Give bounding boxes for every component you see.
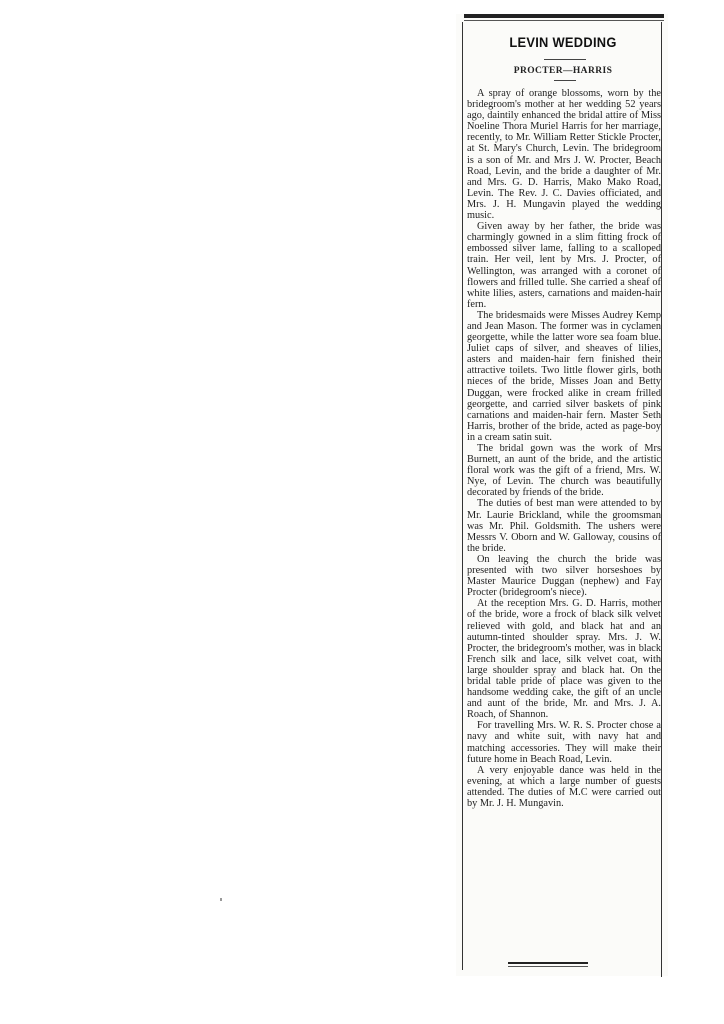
paragraph-horseshoes: On leaving the church the bride was presented with two silver horseshoes by Master Maurice Duggan (nephew) and Fay Procter (bridegroom's niece).	[467, 553, 661, 599]
article-headline: LEVIN WEDDING	[509, 34, 617, 50]
paragraph-bride-gown: Given away by her father, the bride was charmingly gowned in a slim fitting frock of embossed silver lame, falling to a scalloped train. Her veil, lent by Mrs. J. Procter, of Wellington, was arranged with a coronet of flowers and frilled tulle. She carried a sheaf of white lilies, asters, carnations and maiden-hair fern.	[467, 221, 661, 310]
headline-ornament	[544, 59, 586, 60]
top-rule-thin	[464, 20, 664, 21]
column-left-border	[462, 22, 463, 970]
paragraph-reception: At the reception Mrs. G. D. Harris, mother of the bride, wore a frock of black silk velvet relieved with gold, and black hat and an autumn-tinted shoulder spray. Mrs. J. W. Procter, the bridegroom's mother, was in black French silk and lace, silk velvet coat, with large shoulder spray and black hat. On the bridal table pride of place was given to the handsome wedding cake, the gift of an uncle and aunt of the bride, Mr. and Mrs. J. A. Roach, of Shannon.	[467, 598, 661, 721]
bottom-rule-thin	[508, 966, 588, 967]
scan-speck	[220, 898, 222, 901]
paragraph-gown-maker: The bridal gown was the work of Mrs Burnett, an aunt of the bride, and the artistic floral work was the gift of a friend, Mrs. W. Nye, of Levin. The church was beautifully decorated by friends of the bride.	[467, 443, 661, 499]
paragraph-bridesmaids: The bridesmaids were Misses Audrey Kemp and Jean Mason. The former was in cyclamen georgette, while the latter wore sea foam blue. Juliet caps of silver, and sheaves of lilies, asters and maiden-hair fern finished their attractive toilets. Two little flower girls, both nieces of the bride, Misses Joan and Betty Duggan, were frocked alike in cream frilled georgette, and carried silver baskets of pink carnations and maiden-hair fern. Master Seth Harris, brother of the bride, acted as page-boy in a cream satin suit.	[467, 309, 661, 443]
top-rule	[464, 14, 664, 18]
column-right-border	[661, 22, 662, 977]
paragraph-travelling: For travelling Mrs. W. R. S. Procter chose a navy and white suit, with navy hat and matching accessories. They will make their future home in Beach Road, Levin.	[467, 720, 661, 765]
paragraph-ceremony: A spray of orange blossoms, worn by the bridegroom's mother at her wedding 52 years ago, daintily enhanced the bridal attire of Miss Noeline Thora Muriel Harris for her marriage, recently, to Mr. William Retter Stickle Procter, at St. Mary's Church, Levin. The bridegroom is a son of Mr. and Mrs J. W. Procter, Beach Road, Levin, and the bride a daughter of Mr. and Mrs. G. D. Harris, Mako Mako Road, Levin. The Rev. J. C. Davies officiated, and Mrs. J. H. Mungavin played the wedding music.	[467, 88, 661, 222]
subhead-rule	[554, 80, 576, 81]
bottom-rule	[508, 962, 588, 964]
article-body	[467, 88, 661, 809]
paragraph-dance: A very enjoyable dance was held in the evening, at which a large number of guests attended. The duties of M.C were carried out by Mr. J. H. Mungavin.	[467, 764, 661, 809]
newspaper-clipping	[456, 14, 668, 976]
paragraph-best-man: The duties of best man were attended to by Mr. Laurie Brickland, while the groomsman was Mr. Phil. Goldsmith. The ushers were Messrs V. Oborn and W. Galloway, cousins of the bride.	[467, 498, 661, 554]
article-subhead: PROCTER—HARRIS	[513, 66, 613, 76]
